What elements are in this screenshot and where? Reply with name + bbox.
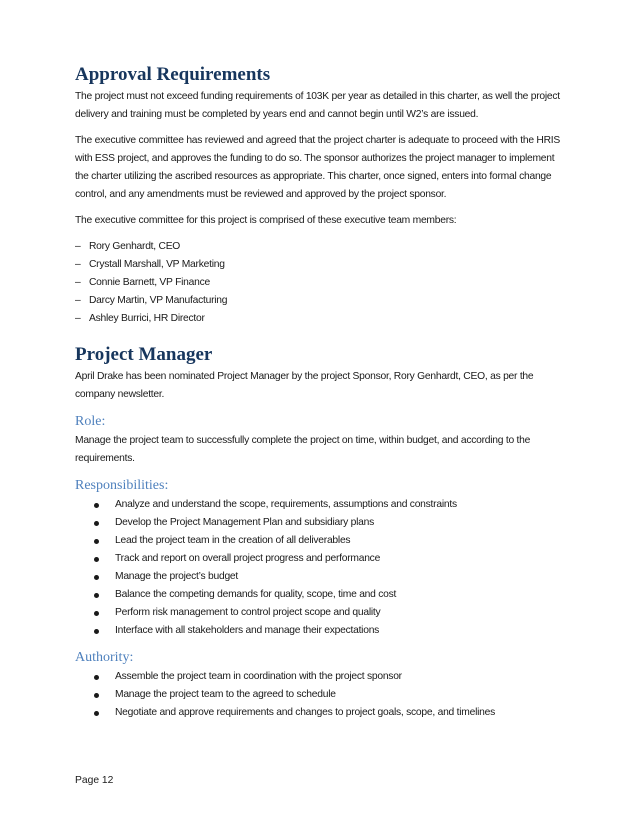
dash-marker: – (75, 241, 81, 252)
bullet-icon (94, 629, 99, 634)
bullet-icon (94, 521, 99, 526)
list-item-text: Interface with all stakeholders and manage their expectations (115, 625, 380, 636)
list-item-text: Assemble the project team in coordination with the project sponsor (115, 671, 402, 682)
approval-paragraph-3: The executive committee for this project is comprised of these executive team members: (75, 215, 457, 226)
list-item-text: Balance the competing demands for quality, scope, time and cost (115, 589, 397, 600)
list-item (75, 256, 570, 274)
approval-paragraph-2: The executive committee has reviewed and agreed that the project charter is adequate to proceed with the HRIS with ESS project, and approves the funding to do so. The sponsor authorizes the project manager to implement the charter utilizing the ascribed resources as appropriate. This charter, once signed, enters into formal change control, and any amendments must be reviewed and approved by the project sponsor. (75, 135, 561, 200)
project-manager-heading: Project Manager (75, 344, 213, 365)
list-item-text: Lead the project team in the creation of all deliverables (115, 535, 351, 546)
list-item (75, 704, 570, 722)
list-item (75, 604, 570, 622)
member-name: Crystall Marshall, VP Marketing (89, 259, 225, 270)
list-item-text: Manage the project’s budget (115, 571, 239, 582)
list-item-text: Track and report on overall project progress and performance (115, 553, 381, 564)
list-item (75, 310, 570, 328)
list-item-text: Analyze and understand the scope, requirements, assumptions and constraints (115, 499, 457, 510)
list-item (75, 274, 570, 292)
list-item-text: Manage the project team to the agreed to schedule (115, 689, 336, 700)
page-number: Page 12 (75, 775, 114, 786)
bullet-icon (94, 693, 99, 698)
dash-marker: – (75, 259, 81, 270)
bullet-icon (94, 539, 99, 544)
list-item (75, 238, 570, 256)
list-item (75, 496, 570, 514)
list-item (75, 514, 570, 532)
bullet-icon (94, 503, 99, 508)
list-item (75, 568, 570, 586)
approval-requirements-heading: Approval Requirements (75, 64, 271, 85)
list-item-text: Develop the Project Management Plan and subsidiary plans (115, 517, 375, 528)
list-item (75, 292, 570, 310)
member-name: Ashley Burrici, HR Director (89, 313, 205, 324)
list-item (75, 532, 570, 550)
list-item-text: Negotiate and approve requirements and changes to project goals, scope, and timelines (115, 707, 496, 718)
dash-marker: – (75, 295, 81, 306)
dash-marker: – (75, 277, 81, 288)
authority-heading: Authority: (75, 650, 134, 665)
list-item-text: Perform risk management to control project scope and quality (115, 607, 381, 618)
bullet-icon (94, 711, 99, 716)
dash-marker: – (75, 313, 81, 324)
list-item (75, 668, 570, 686)
bullet-icon (94, 593, 99, 598)
bullet-icon (94, 557, 99, 562)
responsibilities-heading: Responsibilities: (75, 478, 169, 493)
list-item (75, 686, 570, 704)
bullet-icon (94, 675, 99, 680)
list-item (75, 586, 570, 604)
project-manager-intro: April Drake has been nominated Project Manager by the project Sponsor, Rory Genhardt, CEO, as per the company newsletter. (75, 371, 534, 400)
responsibilities-list (75, 496, 570, 640)
executive-committee-list (75, 238, 570, 328)
member-name: Rory Genhardt, CEO (89, 241, 181, 252)
approval-paragraph-1: The project must not exceed funding requirements of 103K per year as detailed in this charter, as well the project delivery and training must be completed by years end and cannot begin until W2’s are issued. (75, 91, 560, 120)
authority-list (75, 668, 570, 722)
document-page (75, 62, 570, 722)
role-heading: Role: (75, 414, 106, 429)
list-item (75, 622, 570, 640)
member-name: Connie Barnett, VP Finance (89, 277, 210, 288)
bullet-icon (94, 575, 99, 580)
member-name: Darcy Martin, VP Manufacturing (89, 295, 228, 306)
list-item (75, 550, 570, 568)
role-text: Manage the project team to successfully complete the project on time, within budget, and according to the requirements. (75, 435, 531, 464)
bullet-icon (94, 611, 99, 616)
